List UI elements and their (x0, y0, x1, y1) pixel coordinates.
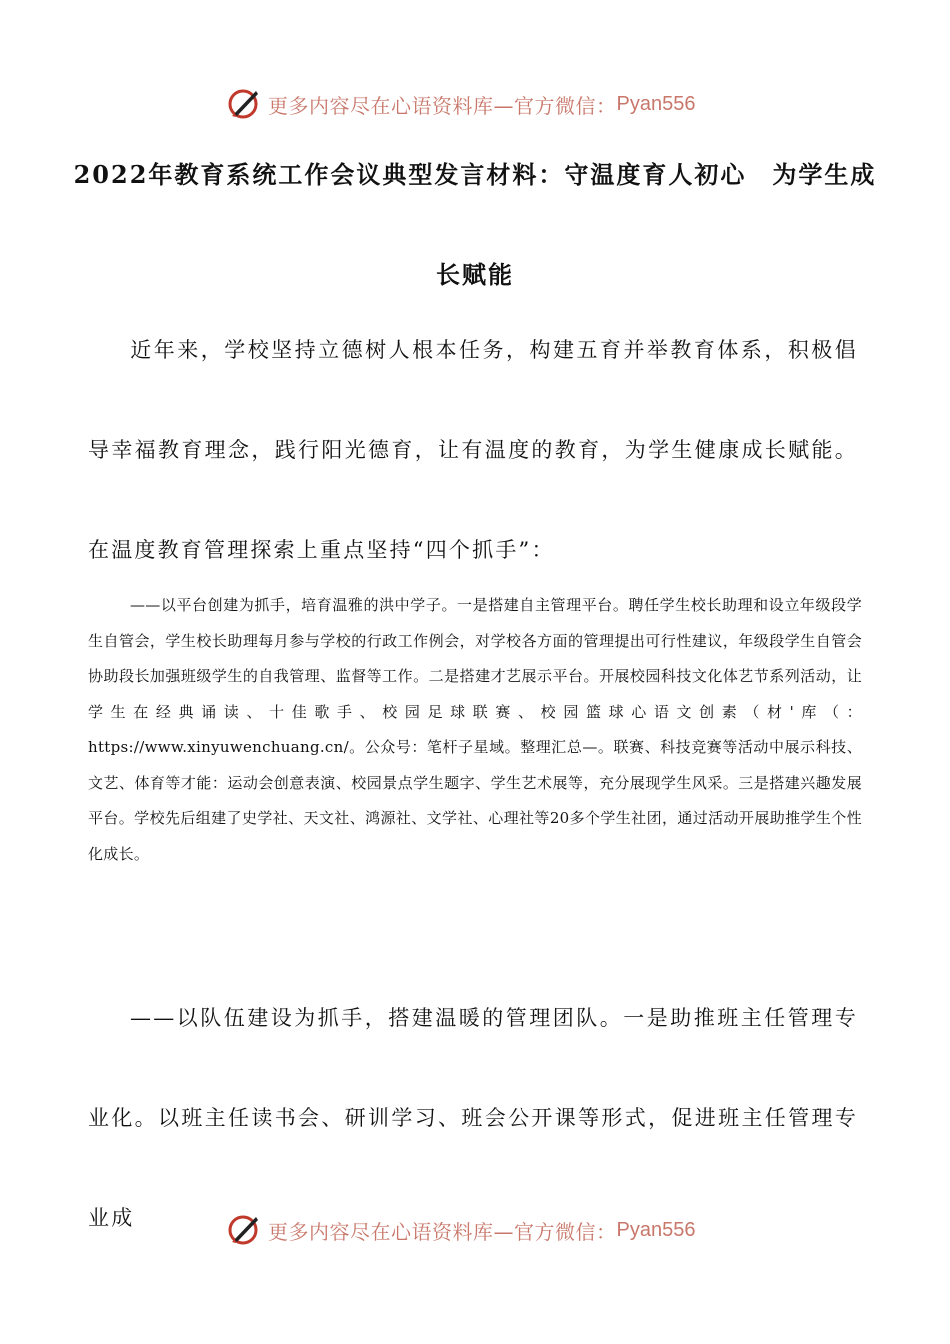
header-banner (0, 84, 950, 124)
wechat-handle: Pyan556 (616, 1218, 696, 1241)
document-title: 2022年教育系统工作会议典型发言材料：守温度育人初心 为学生成 (73, 160, 877, 189)
platform-paragraph (88, 588, 862, 872)
footer-banner-content (226, 1210, 695, 1250)
calligraphy-brush-logo-icon (226, 86, 262, 122)
intro-text: 近年来，学校坚持立德树人根本任务，构建五育并举教育体系，积极倡导幸福教育理念，践行阳光德育，让有温度的教育，为学生健康成长赋能。在温度教育管理探索上重点坚持“四个抓手”： (88, 338, 858, 562)
calligraphy-brush-logo-icon (226, 1212, 262, 1248)
footer-banner (0, 1210, 950, 1250)
banner-text: 更多内容尽在心语资料库—官方微信： (268, 1219, 617, 1244)
document-title-continued: 长赋能 (436, 260, 514, 289)
header-banner-content (226, 84, 695, 124)
platform-text: ——以平台创建为抓手，培育温雅的洪中学子。一是搭建自主管理平台。聘任学生校长助理和设立年级段学生自管会，学生校长助理每月参与学校的行政工作例会，对学校各方面的管理提出可行性建议，年级段学生自管会协助段长加强班级学生的自我管理、监督等工作。二是搭建才艺展示平台。开展校园科技文化体艺节系列活动，让学生在经典诵读、十佳歌手、校园足球联赛、校园篮球心语文创素（材'库（：https://www.xinyuwenchuang.cn/。公众号：笔杆子星域。整理汇总—。联赛、科技竞赛等活动中展示科技、文艺、体育等才能：运动会创意表演、校园景点学生题字、学生艺术展等，充分展现学生风采。三是搭建兴趣发展平台。学校先后组建了史学社、天文社、鸿源社、文学社、心理社等20多个学生社团，通过活动开展助推学生个性化成长。 (88, 596, 862, 863)
wechat-handle: Pyan556 (616, 92, 696, 115)
intro-paragraph (88, 300, 858, 600)
banner-text: 更多内容尽在心语资料库—官方微信： (268, 93, 617, 118)
team-text: ——以队伍建设为抓手，搭建温暖的管理团队。一是助推班主任管理专业化。以班主任读书会、研训学习、班会公开课等形式，促进班主任管理专业成 (88, 1006, 858, 1230)
